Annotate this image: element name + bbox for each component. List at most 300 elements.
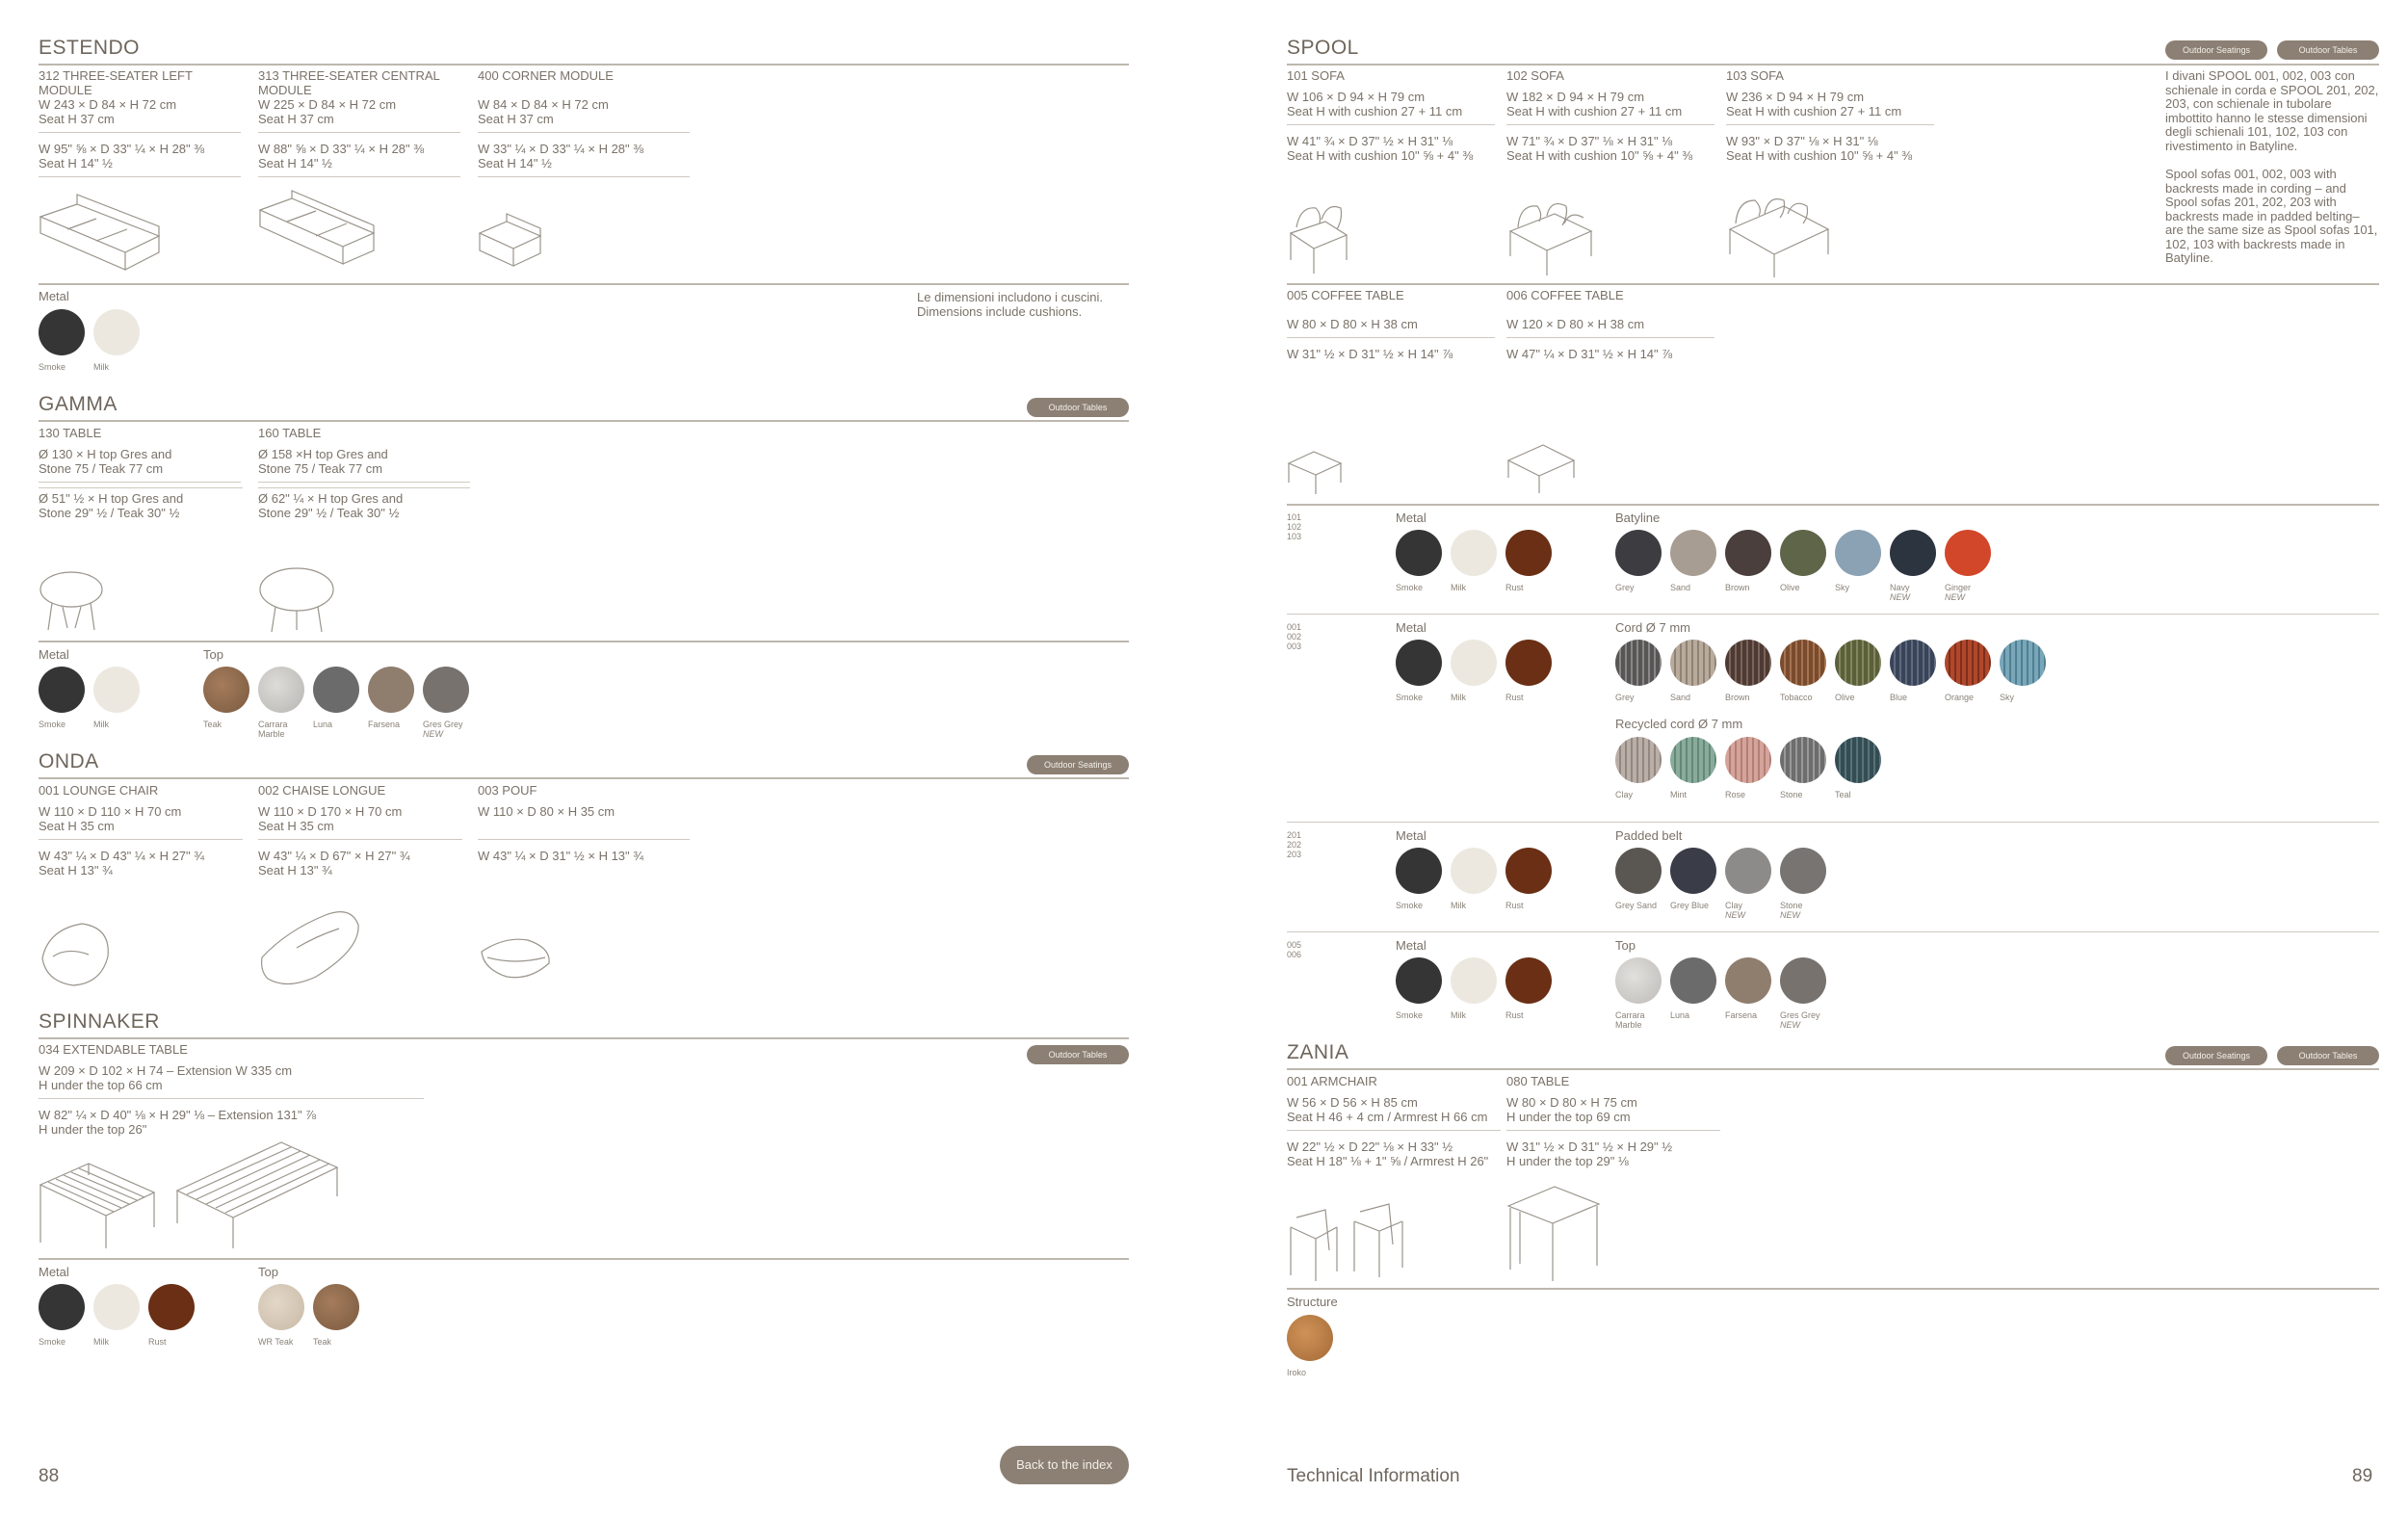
- sofa-103-drawing: [1726, 187, 1832, 279]
- color-swatch: [1725, 640, 1771, 702]
- spec-text: W 41" ¾ × D 37" ½ × H 31" ⅛ Seat H with cushion 10" ⅝ + 4" ⅜: [1287, 134, 1474, 163]
- spec-text: W 43" ¼ × D 43" ¼ × H 27" ¾ Seat H 13" ¾: [39, 849, 205, 877]
- separator: [1726, 124, 1934, 125]
- spec-text: W 110 × D 80 × H 35 cm: [478, 804, 615, 819]
- color-swatch: [1505, 530, 1552, 592]
- swatch-label: Gres Grey: [423, 720, 463, 729]
- swatch-label: Smoke: [1396, 1010, 1424, 1020]
- swatch-color: [1780, 848, 1826, 894]
- swatch-label: Smoke: [39, 1337, 66, 1347]
- spec-text: W 47" ¼ × D 31" ½ × H 14" ⅞: [1506, 347, 1673, 361]
- swatch-label: Milk: [1451, 583, 1466, 592]
- spec-text: 001 ARMCHAIR: [1287, 1074, 1377, 1088]
- spec-text: W 31" ½ × D 31" ½ × H 14" ⅞: [1287, 347, 1453, 361]
- separator: [478, 839, 690, 840]
- swatch-color: [1670, 848, 1716, 894]
- spec-text: Ø 62" ¼ × H top Gres and Stone 29" ½ / Teak 30" ½: [258, 491, 404, 520]
- spec-text: W 209 × D 102 × H 74 – Extension W 335 cm H under the top 66 cm: [39, 1063, 293, 1092]
- swatch-label: Carrara Marble: [258, 720, 288, 739]
- color-swatch: [1615, 530, 1662, 592]
- spec-text: W 110 × D 110 × H 70 cm Seat H 35 cm: [39, 804, 182, 833]
- swatch-color: [1945, 640, 1991, 686]
- color-swatch: [1780, 530, 1826, 592]
- sofa-central-drawing: [258, 183, 383, 275]
- color-swatch: [1396, 957, 1442, 1020]
- color-swatch: [1670, 848, 1716, 910]
- swatch-color: [313, 1284, 359, 1330]
- spec-text: 102 SOFA: [1506, 68, 1564, 83]
- spec-text: W 88" ⅝ × D 33" ¼ × H 28" ⅜ Seat H 14" ½: [258, 142, 425, 170]
- spec-text: 003 POUF: [478, 783, 537, 798]
- estendo-title: ESTENDO: [39, 37, 141, 59]
- swatch-label: Teal: [1835, 790, 1851, 799]
- swatch-color: [1780, 530, 1826, 576]
- swatch-color: [1725, 640, 1771, 686]
- separator: [39, 1098, 424, 1099]
- swatch-label: Stone: [1780, 901, 1803, 910]
- new-badge: NEW: [423, 729, 443, 739]
- color-swatch: [1780, 737, 1826, 799]
- swatch-label: Grey Sand: [1615, 901, 1658, 910]
- swatch-color: [1615, 957, 1662, 1004]
- spec-text: 313 THREE-SEATER CENTRAL MODULE: [258, 68, 440, 97]
- swatch-label: Milk: [93, 362, 109, 372]
- tag-outdoor-seatings[interactable]: Outdoor Seatings: [2165, 40, 2267, 60]
- color-swatch: [1780, 848, 1826, 920]
- swatch-label: Milk: [1451, 1010, 1466, 1020]
- group-codes: 001 002 003: [1287, 622, 1302, 651]
- swatch-label: Stone: [1780, 790, 1803, 799]
- color-swatch: [1945, 530, 1991, 602]
- onda-col-1: [39, 784, 243, 877]
- swatch-wr-teak: [258, 1284, 304, 1347]
- swatch-label: Rust: [1505, 693, 1524, 702]
- separator: [258, 482, 470, 483]
- color-swatch: [1505, 640, 1552, 702]
- divider: [258, 487, 470, 488]
- swatch-color: [1505, 640, 1552, 686]
- color-swatch: [1615, 957, 1662, 1030]
- swatch-color: [1615, 737, 1662, 783]
- swatch-label: Sky: [1835, 583, 1850, 592]
- swatch-label: Blue: [1890, 693, 1908, 702]
- coffee-table-006-drawing: [1506, 441, 1576, 495]
- swatch-label: Teak: [203, 720, 222, 729]
- swatch-label: Farsena: [1725, 1010, 1758, 1020]
- metal-label: Metal: [1396, 938, 1426, 953]
- spec-text: Ø 130 × H top Gres and Stone 75 / Teak 77 cm: [39, 447, 172, 476]
- sofa-102-drawing: [1506, 193, 1595, 279]
- estendo-col-1: [39, 69, 241, 187]
- table-160-drawing: [258, 566, 337, 634]
- divider: [39, 420, 1129, 422]
- swatch-color: [1615, 640, 1662, 686]
- color-swatch: [1670, 737, 1716, 799]
- swatch-color: [1670, 640, 1716, 686]
- swatch-label: Tobacco: [1780, 693, 1813, 702]
- swatch-label: Gres Grey: [1780, 1010, 1820, 1020]
- swatch-label: Mint: [1670, 790, 1688, 799]
- spool-col-3: [1726, 69, 1934, 163]
- swatch-color: [1505, 848, 1552, 894]
- spec-text: 006 COFFEE TABLE: [1506, 288, 1624, 302]
- onda-col-2: [258, 784, 462, 877]
- divider: [1287, 614, 2379, 615]
- swatch-color: [1780, 957, 1826, 1004]
- swatch-label: Farsena: [368, 720, 401, 729]
- swatch-label: Milk: [1451, 901, 1466, 910]
- spec-text: Ø 158 ×H top Gres and Stone 75 / Teak 77 cm: [258, 447, 388, 476]
- table-130-drawing: [39, 570, 106, 634]
- separator: [1506, 1130, 1720, 1131]
- swatch-label: Brown: [1725, 693, 1750, 702]
- structure-label: Structure: [1287, 1295, 1338, 1309]
- tag-outdoor-tables[interactable]: Outdoor Tables: [1027, 1045, 1129, 1064]
- swatch-color: [39, 1284, 85, 1330]
- cord-label: Cord Ø 7 mm: [1615, 620, 1691, 635]
- swatch-farsena: [368, 667, 414, 729]
- swatch-teak: [203, 667, 249, 729]
- swatch-color: [1725, 957, 1771, 1004]
- metal-label: Metal: [1396, 511, 1426, 525]
- gamma-col-2: [258, 427, 470, 520]
- color-swatch: [1835, 530, 1881, 592]
- metal-label: Metal: [1396, 620, 1426, 635]
- spec-text: W 56 × D 56 × H 85 cm Seat H 46 + 4 cm / Armrest H 66 cm: [1287, 1095, 1488, 1124]
- swatch-color: [1835, 530, 1881, 576]
- spec-text: W 243 × D 84 × H 72 cm Seat H 37 cm: [39, 97, 177, 126]
- swatch-label: Rust: [1505, 901, 1524, 910]
- color-swatch: [1725, 530, 1771, 592]
- sofa-101-drawing: [1287, 193, 1350, 275]
- swatch-luna: [313, 667, 359, 729]
- swatch-label: Grey: [1615, 583, 1635, 592]
- swatch-color: [313, 667, 359, 713]
- spec-text: W 80 × D 80 × H 38 cm: [1287, 317, 1418, 331]
- swatch-label: Navy: [1890, 583, 1910, 592]
- tag-outdoor-tables[interactable]: Outdoor Tables: [2277, 1046, 2379, 1065]
- swatch-label: Olive: [1780, 583, 1800, 592]
- spec-text: W 236 × D 94 × H 79 cm Seat H with cushion 27 + 11 cm: [1726, 90, 1902, 118]
- sofa-left-drawing: [39, 183, 164, 275]
- divider: [39, 777, 1129, 779]
- spec-text: W 43" ¼ × D 67" × H 27" ¾ Seat H 13" ¾: [258, 849, 410, 877]
- spec-text: W 95" ⅝ × D 33" ¼ × H 28" ⅜ Seat H 14" ½: [39, 142, 205, 170]
- swatch-color: [1451, 640, 1497, 686]
- swatch-color: [1451, 848, 1497, 894]
- onda-col-3: [478, 784, 690, 864]
- divider: [39, 283, 1129, 285]
- spool-col-1: [1287, 69, 1495, 163]
- swatch-color: [1670, 530, 1716, 576]
- swatch-label: Iroko: [1287, 1368, 1307, 1377]
- divider: [1287, 64, 2379, 65]
- page-number: 89: [2352, 1466, 2373, 1486]
- swatch-smoke: [39, 309, 85, 372]
- spec-text: 005 COFFEE TABLE: [1287, 288, 1404, 302]
- extendable-table-drawing: [39, 1156, 156, 1250]
- swatch-color: [203, 667, 249, 713]
- color-swatch: [1835, 640, 1881, 702]
- separator: [39, 176, 241, 177]
- footer-title: Technical Information: [1287, 1466, 1460, 1486]
- swatch-label: Clay: [1615, 790, 1634, 799]
- color-swatch: [1505, 848, 1552, 910]
- spec-text: 400 CORNER MODULE: [478, 68, 614, 83]
- spool-title: SPOOL: [1287, 37, 1359, 59]
- right-page: [1204, 0, 2408, 1519]
- color-swatch: [1505, 957, 1552, 1020]
- color-swatch: [1670, 530, 1716, 592]
- top-label: Top: [1615, 938, 1636, 953]
- color-swatch: [1725, 737, 1771, 799]
- spec-text: 312 THREE-SEATER LEFT MODULE: [39, 68, 193, 97]
- swatch-color: [1780, 737, 1826, 783]
- color-swatch: [1396, 530, 1442, 592]
- color-swatch: [1945, 640, 1991, 702]
- swatch-label: Smoke: [1396, 693, 1424, 702]
- spool-note-en: Spool sofas 001, 002, 003 with backrests made in cording – and Spool sofas 201, 202, 203 with backrests made in padded belting– are the same size as Spool sofas 101, 102, 103 with backrests made in Batyline.: [2165, 167, 2378, 265]
- zania-table-drawing: [1506, 1183, 1601, 1283]
- swatch-label: Smoke: [1396, 901, 1424, 910]
- swatch-label: Smoke: [39, 720, 66, 729]
- coffee-table-005-drawing: [1287, 448, 1345, 496]
- swatch-label: Sand: [1670, 693, 1691, 702]
- spec-text: W 33" ¼ × D 33" ¼ × H 28" ⅜ Seat H 14" ½: [478, 142, 644, 170]
- divider: [1287, 283, 2379, 285]
- color-swatch: [1396, 848, 1442, 910]
- spec-text: 101 SOFA: [1287, 68, 1345, 83]
- spool-col-2: [1506, 69, 1714, 163]
- spec-text: W 182 × D 94 × H 79 cm Seat H with cushion 27 + 11 cm: [1506, 90, 1683, 118]
- gamma-col-1: [39, 427, 241, 520]
- divider: [39, 64, 1129, 65]
- swatch-color: [1725, 848, 1771, 894]
- divider: [39, 641, 1129, 642]
- zania-col-2: [1506, 1075, 1720, 1168]
- swatch-label: Grey: [1615, 693, 1635, 702]
- swatch-color: [1890, 530, 1936, 576]
- spinnaker-metal-label: Metal: [39, 1265, 69, 1279]
- swatch-color: [39, 667, 85, 713]
- swatch-color: [1396, 530, 1442, 576]
- new-badge: NEW: [1945, 592, 1965, 602]
- batyline-label: Batyline: [1615, 511, 1661, 525]
- tag-outdoor-seatings[interactable]: Outdoor Seatings: [2165, 1046, 2267, 1065]
- color-swatch: [1780, 957, 1826, 1030]
- swatch-color: [1396, 957, 1442, 1004]
- swatch-color: [1287, 1315, 1333, 1361]
- swatch-label: Luna: [313, 720, 333, 729]
- spool-table-col-2: [1506, 289, 1714, 362]
- extended-table-drawing: [175, 1137, 339, 1250]
- armchairs-drawing: [1287, 1189, 1414, 1283]
- estendo-col-2: [258, 69, 460, 187]
- swatch-label: Teak: [313, 1337, 332, 1347]
- swatch-label: Ginger: [1945, 583, 1972, 592]
- swatch-label: Milk: [93, 720, 109, 729]
- swatch-label: Sand: [1670, 583, 1691, 592]
- swatch-color: [1780, 640, 1826, 686]
- swatch-color: [423, 667, 469, 713]
- swatch-milk: [93, 309, 140, 372]
- swatch-label: Rust: [148, 1337, 167, 1347]
- divider: [1287, 504, 2379, 506]
- color-swatch: [1670, 957, 1716, 1020]
- separator: [478, 132, 690, 133]
- group-codes: 201 202 203: [1287, 830, 1302, 859]
- divider: [1287, 822, 2379, 823]
- spinnaker-title: SPINNAKER: [39, 1010, 160, 1033]
- swatch-label: Luna: [1670, 1010, 1690, 1020]
- color-swatch: [1451, 848, 1497, 910]
- swatch-color: [1835, 737, 1881, 783]
- swatch-milk: [93, 1284, 140, 1347]
- spec-text: 002 CHAISE LONGUE: [258, 783, 386, 798]
- new-badge: NEW: [1725, 910, 1745, 920]
- swatch-label: WR Teak: [258, 1337, 294, 1347]
- spec-text: W 120 × D 80 × H 38 cm: [1506, 317, 1645, 331]
- swatch-teak: [313, 1284, 359, 1347]
- new-badge: NEW: [1890, 592, 1910, 602]
- swatch-iroko: [1287, 1315, 1333, 1377]
- separator: [258, 176, 460, 177]
- swatch-label: Brown: [1725, 583, 1750, 592]
- swatch-color: [1396, 640, 1442, 686]
- lounge-chair-drawing: [39, 920, 114, 989]
- separator: [1506, 337, 1714, 338]
- swatch-carrara-marble: [258, 667, 304, 739]
- color-swatch: [1615, 640, 1662, 702]
- swatch-color: [39, 309, 85, 355]
- new-badge: NEW: [1780, 1020, 1800, 1030]
- separator: [478, 176, 690, 177]
- color-swatch: [1780, 640, 1826, 702]
- divider: [39, 487, 243, 488]
- tag-outdoor-tables[interactable]: Outdoor Tables: [1027, 398, 1129, 417]
- corner-module-drawing: [478, 212, 545, 270]
- swatch-label: Smoke: [1396, 583, 1424, 592]
- swatch-rust: [148, 1284, 195, 1347]
- spec-text: 103 SOFA: [1726, 68, 1784, 83]
- divider: [39, 1258, 1129, 1260]
- swatch-color: [1451, 957, 1497, 1004]
- spool-note-it: I divani SPOOL 001, 002, 003 con schienale in corda e SPOOL 201, 202, 203, con schienale in tubolare imbottito hanno le stesse dimensioni degli schienali 101, 102, 103 con rivestimento in Batyline.: [2165, 68, 2379, 153]
- swatch-label: Olive: [1835, 693, 1855, 702]
- onda-title: ONDA: [39, 750, 99, 773]
- color-swatch: [1670, 640, 1716, 702]
- swatch-color: [258, 1284, 304, 1330]
- divider: [1287, 1288, 2379, 1290]
- swatch-color: [1505, 530, 1552, 576]
- spec-text: 130 TABLE: [39, 426, 102, 440]
- separator: [258, 839, 462, 840]
- metal-label: Metal: [1396, 828, 1426, 843]
- swatch-color: [1615, 530, 1662, 576]
- divider: [39, 1037, 1129, 1039]
- separator: [39, 839, 243, 840]
- spec-text: 034 EXTENDABLE TABLE: [39, 1042, 188, 1057]
- spec-text: W 43" ¼ × D 31" ½ × H 13" ¾: [478, 849, 644, 863]
- group-codes: 101 102 103: [1287, 512, 1302, 541]
- padded-belt-label: Padded belt: [1615, 828, 1683, 843]
- color-swatch: [1615, 848, 1662, 910]
- swatch-color: [1670, 737, 1716, 783]
- swatch-color: [1670, 957, 1716, 1004]
- swatch-color: [1396, 848, 1442, 894]
- spool-table-col-1: [1287, 289, 1495, 362]
- spinnaker-col: [39, 1043, 462, 1137]
- color-swatch: [1890, 530, 1936, 602]
- spec-text: 160 TABLE: [258, 426, 322, 440]
- swatch-color: [148, 1284, 195, 1330]
- color-swatch: [1396, 640, 1442, 702]
- page-number: 88: [39, 1466, 60, 1486]
- swatch-color: [258, 667, 304, 713]
- color-swatch: [2000, 640, 2046, 702]
- spec-text: W 225 × D 84 × H 72 cm Seat H 37 cm: [258, 97, 397, 126]
- swatch-color: [93, 309, 140, 355]
- swatch-color: [1945, 530, 1991, 576]
- swatch-smoke: [39, 1284, 85, 1347]
- recycled-cord-label: Recycled cord Ø 7 mm: [1615, 717, 1743, 731]
- swatch-label: Rust: [1505, 1010, 1524, 1020]
- swatch-label: Milk: [93, 1337, 109, 1347]
- zania-title: ZANIA: [1287, 1041, 1349, 1063]
- swatch-color: [2000, 640, 2046, 686]
- divider: [1287, 1068, 2379, 1070]
- tag-outdoor-tables[interactable]: Outdoor Tables: [2277, 40, 2379, 60]
- spec-text: 080 TABLE: [1506, 1074, 1570, 1088]
- separator: [1287, 337, 1495, 338]
- swatch-color: [1615, 848, 1662, 894]
- zania-col-1: [1287, 1075, 1501, 1168]
- swatch-label: Grey Blue: [1670, 901, 1710, 910]
- swatch-label: Orange: [1945, 693, 1975, 702]
- spinnaker-top-label: Top: [258, 1265, 278, 1279]
- color-swatch: [1451, 957, 1497, 1020]
- estendo-col-3: [478, 69, 690, 187]
- tag-outdoor-seatings[interactable]: Outdoor Seatings: [1027, 755, 1129, 774]
- spec-text: W 82" ¼ × D 40" ⅛ × H 29" ⅛ – Extension 131" ⅞ H under the top 26": [39, 1108, 317, 1137]
- spec-text: W 22" ½ × D 22" ⅛ × H 33" ½ Seat H 18" ⅛ + 1" ⅝ / Armrest H 26": [1287, 1139, 1489, 1168]
- new-badge: NEW: [1780, 910, 1800, 920]
- swatch-label: Smoke: [39, 362, 66, 372]
- swatch-label: Milk: [1451, 693, 1466, 702]
- spec-text: W 71" ¾ × D 37" ⅛ × H 31" ⅛ Seat H with cushion 10" ⅝ + 4" ⅜: [1506, 134, 1693, 163]
- color-swatch: [1451, 640, 1497, 702]
- swatch-color: [1725, 737, 1771, 783]
- spec-text: W 84 × D 84 × H 72 cm Seat H 37 cm: [478, 97, 609, 126]
- divider: [1287, 931, 2379, 932]
- color-swatch: [1615, 737, 1662, 799]
- swatch-label: Rust: [1505, 583, 1524, 592]
- gamma-metal-label: Metal: [39, 647, 69, 662]
- swatch-color: [1890, 640, 1936, 686]
- swatch-label: Sky: [2000, 693, 2015, 702]
- cushion-note: Le dimensioni includono i cuscini. Dimensions include cushions.: [917, 290, 1103, 319]
- separator: [39, 132, 241, 133]
- back-to-index-button[interactable]: Back to the index: [1000, 1446, 1129, 1484]
- color-swatch: [1451, 530, 1497, 592]
- separator: [39, 482, 241, 483]
- gamma-top-label: Top: [203, 647, 223, 662]
- pouf-drawing: [478, 930, 555, 984]
- swatch-color: [1725, 530, 1771, 576]
- swatch-color: [1505, 957, 1552, 1004]
- spec-text: W 93" × D 37" ⅛ × H 31" ⅛ Seat H with cushion 10" ⅝ + 4" ⅜: [1726, 134, 1913, 163]
- swatch-color: [1451, 530, 1497, 576]
